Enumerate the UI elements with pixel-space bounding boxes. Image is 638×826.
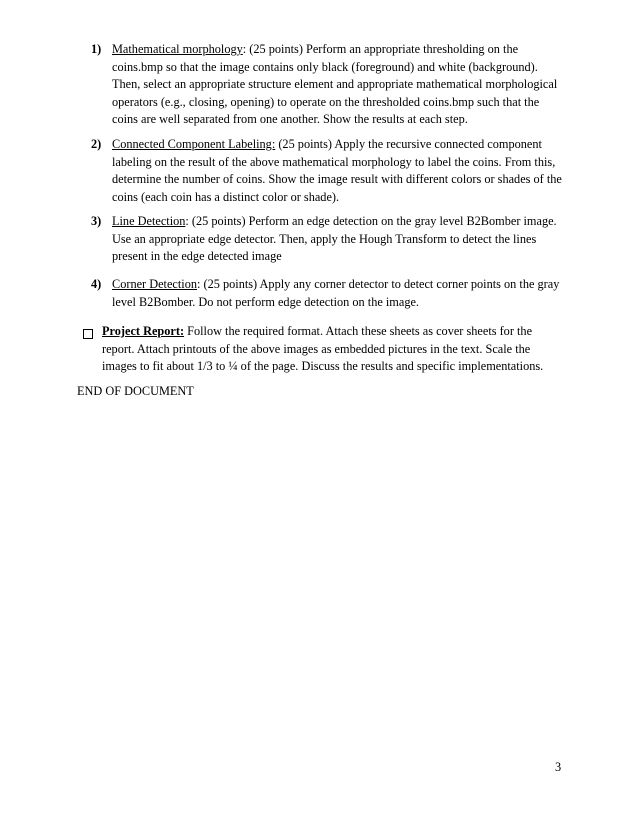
item-title: Mathematical morphology (112, 42, 243, 56)
item-text (112, 276, 564, 311)
item-text (112, 213, 564, 266)
item-separator: : (242, 42, 247, 56)
item-text (112, 136, 564, 206)
end-of-document: END OF DOCUMENT (77, 384, 194, 398)
item-number: 1) (91, 42, 102, 56)
item-title: Corner Detection (112, 277, 198, 291)
item-body: (25 points) Apply the recursive connected component labeling on the result of the above mathematical morphology to label the coins. From this, determine the number of coins. Show the image result with different colors or shades of the coins (each coin has a distinct color or shade). (112, 137, 562, 204)
item-title: Line Detection (112, 214, 186, 228)
report-body: Follow the required format. Attach these sheets as cover sheets for the report. Attach printouts of the above images as embedded pictures in the text. Scale the images to fit about 1/3 to ¼ of the page. Discuss the results and specific implementations. (102, 324, 544, 374)
item-text (112, 41, 564, 129)
item-number: 3) (91, 214, 102, 228)
item-title: Connected Component Labeling: (112, 137, 276, 151)
item-body: (25 points) Perform an appropriate thresholding on the coins.bmp so that the image contains only black (foreground) and white (background). Then, select an appropriate structure element and appropriate mathematical morphological operators (e.g., closing, opening) to operate on the thresholded coins.bmp such that the coins are well separated from one another. Show the results at each step. (112, 42, 558, 127)
checkbox-icon (83, 329, 93, 339)
item-number: 2) (91, 137, 102, 151)
item-number: 4) (91, 277, 102, 291)
item-separator: : (185, 214, 189, 228)
project-report (102, 323, 562, 376)
item-body: (25 points) Apply any corner detector to detect corner points on the gray level B2Bomber. Do not perform edge detection on the image. (112, 277, 560, 309)
page-number: 3 (555, 760, 562, 774)
report-title: Project Report: (102, 324, 185, 338)
item-separator: : (197, 277, 201, 291)
item-body: (25 points) Perform an edge detection on the gray level B2Bomber image. Use an appropriate edge detector. Then, apply the Hough Transform to detect the lines present in the edge detected image (112, 214, 557, 264)
